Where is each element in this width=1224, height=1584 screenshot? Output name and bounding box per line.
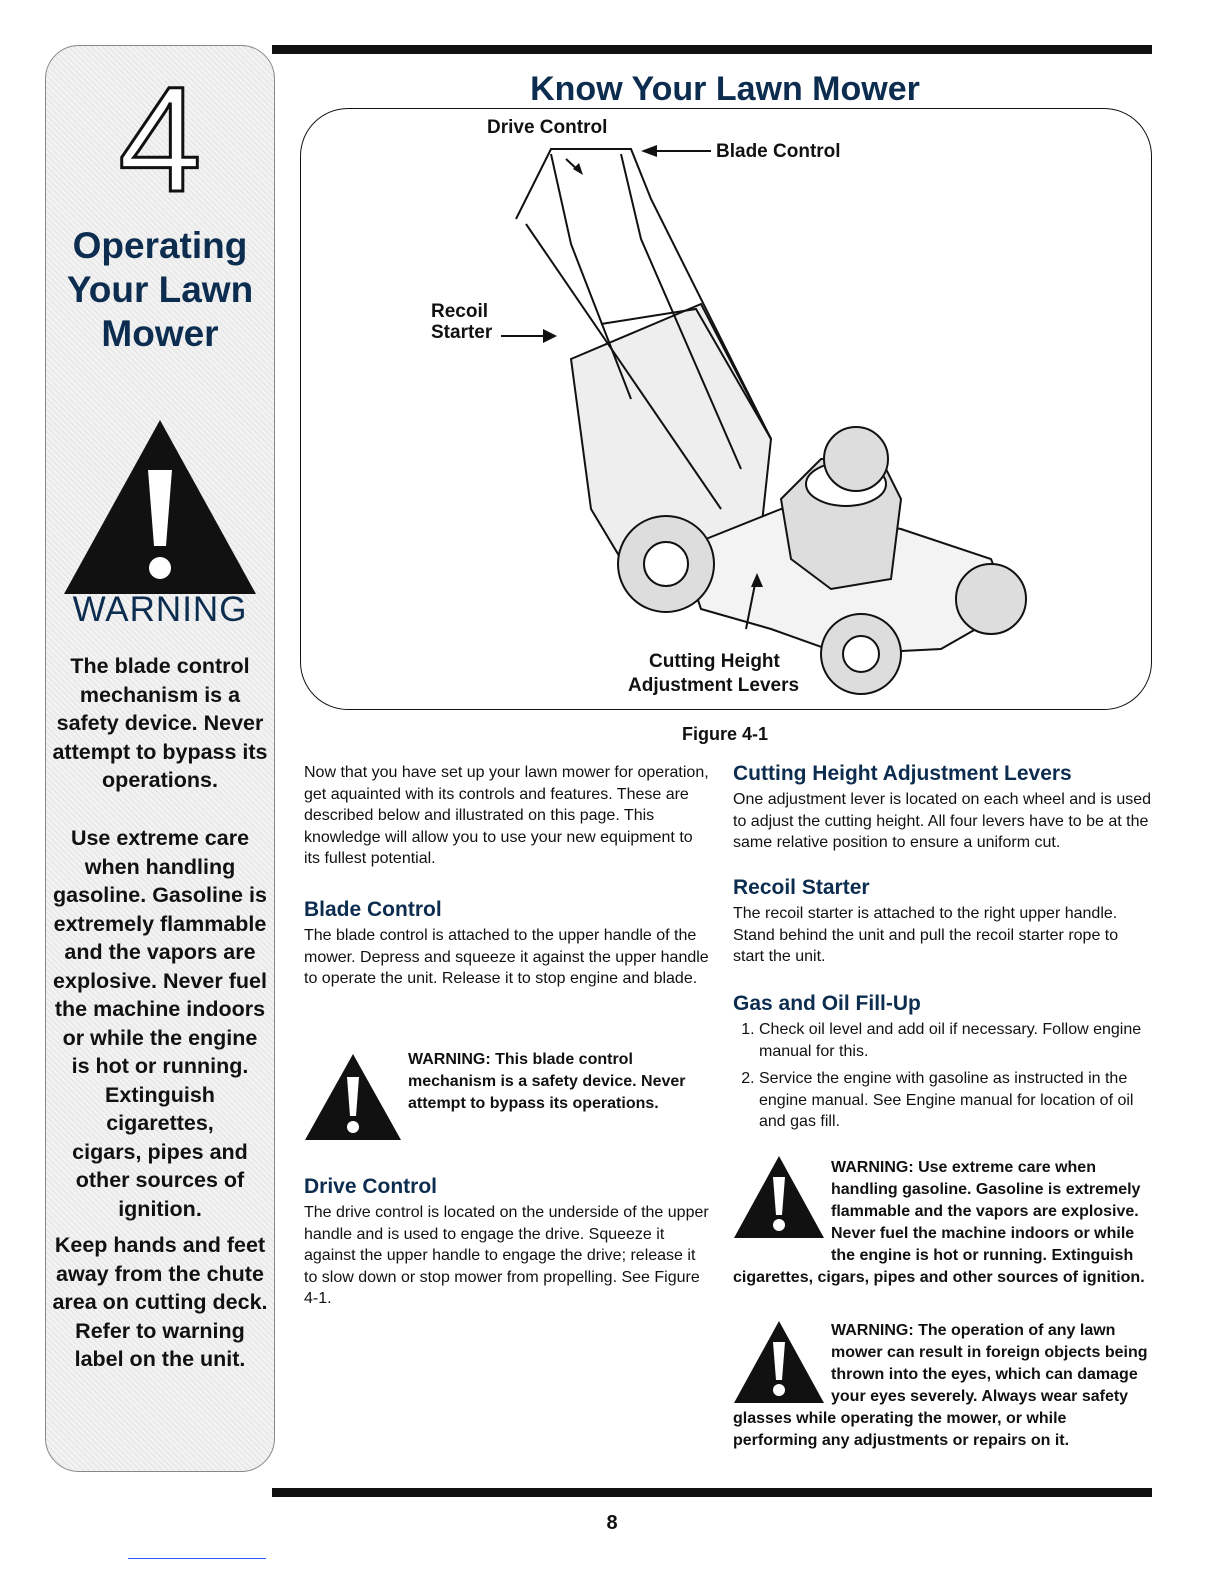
mower-figure <box>300 108 1152 710</box>
footer-link-underline <box>128 1558 266 1559</box>
label-starter: Starter <box>431 322 493 343</box>
side-warning-blade: The blade control mechanism is a safety device. Never attempt to bypass its operations. <box>52 654 268 792</box>
list-item: 1. Check oil level and add oil if necessary. Follow engine manual for this. <box>759 1019 1153 1062</box>
label-cutting-height: Cutting Height <box>649 651 780 672</box>
label-drive-control: Drive Control <box>487 117 608 138</box>
warning-heading: WARNING <box>72 590 248 629</box>
intro-paragraph: Now that you have set up your lawn mower for operation, get aquainted with its controls and features. These are described below and illustrated on this page. This knowledge will allow you to use your new equipment to its fullest potential. <box>304 764 709 867</box>
top-rule <box>272 45 1152 54</box>
gas-oil-list <box>733 1019 1153 1133</box>
cutting-height-text: One adjustment lever is located on each wheel and is used to adjust the cutting height. All four levers have to be at the same relative position to ensure a uniform cut. <box>733 791 1152 851</box>
chapter-sidebar <box>45 45 275 1472</box>
label-adjustment-levers: Adjustment Levers <box>628 675 800 696</box>
lawn-mower-illustration <box>301 109 1151 709</box>
heading-blade-control: Blade Control <box>304 898 442 921</box>
label-blade-control: Blade Control <box>716 141 841 162</box>
heading-cutting-height: Cutting Height Adjustment Levers <box>733 762 1072 785</box>
page-title: Know Your Lawn Mower <box>530 70 920 108</box>
blade-warning-text: WARNING: This blade control mechanism is a safety device. Never attempt to bypass its operations. <box>408 1051 686 1112</box>
heading-gas-oil: Gas and Oil Fill-Up <box>733 992 921 1015</box>
figure-caption: Figure 4-1 <box>681 724 769 744</box>
list-item: 2. Service the engine with gasoline as instructed in the engine manual. See Engine manual for location of oil and gas fill. <box>759 1068 1153 1133</box>
eye-protection-warning-text: WARNING: The operation of any lawn mower can result in foreign objects being thrown into the eyes, which can damage your eyes severely. Always wear safety glasses while operating the mower, or while performing any adjustments or repairs on it. <box>733 1322 1148 1449</box>
warning-triangle-icon <box>62 418 258 598</box>
gasoline-warning-text: WARNING: Use extreme care when handling gasoline. Gasoline is extremely flammable and the vapors are explosive. Never fuel the machine indoors or while the engine is hot or running. Extinguish cigarettes, cigars, pipes and other sources of ignition. <box>733 1159 1145 1286</box>
drive-control-text: The drive control is located on the underside of the upper handle and is used to engage the drive. Squeeze it against the upper handle to engage the drive; release it to slow down or stop mower from propelling. See Figure 4-1. <box>304 1204 709 1307</box>
side-warning-chute: Keep hands and feet away from the chute area on cutting deck. Refer to warning label on the unit. <box>52 1233 268 1371</box>
recoil-starter-text: The recoil starter is attached to the right upper handle. Stand behind the unit and pull the recoil starter rope to start the unit. <box>733 905 1119 965</box>
label-recoil: Recoil <box>431 301 489 322</box>
heading-recoil-starter: Recoil Starter <box>733 876 870 899</box>
page-number: 8 <box>606 1512 618 1534</box>
chapter-number: 4 <box>118 55 202 223</box>
bottom-rule <box>272 1488 1152 1497</box>
warning-triangle-icon <box>304 1053 402 1141</box>
heading-drive-control: Drive Control <box>304 1175 438 1198</box>
blade-control-text: The blade control is attached to the upper handle of the mower. Depress and squeeze it against the upper handle to operate the unit. Release it to stop engine and blade. <box>304 927 709 987</box>
side-warning-gasoline: Use extreme care when handling gasoline. Gasoline is extremely flammable and the vapors are explosive. Never fuel the machine indoors or while the engine is hot or running. Extinguish cigarettes, cigars, pipes and other sources of ignition. <box>53 826 267 1221</box>
chapter-title: Operating Your Lawn Mower <box>66 225 254 354</box>
